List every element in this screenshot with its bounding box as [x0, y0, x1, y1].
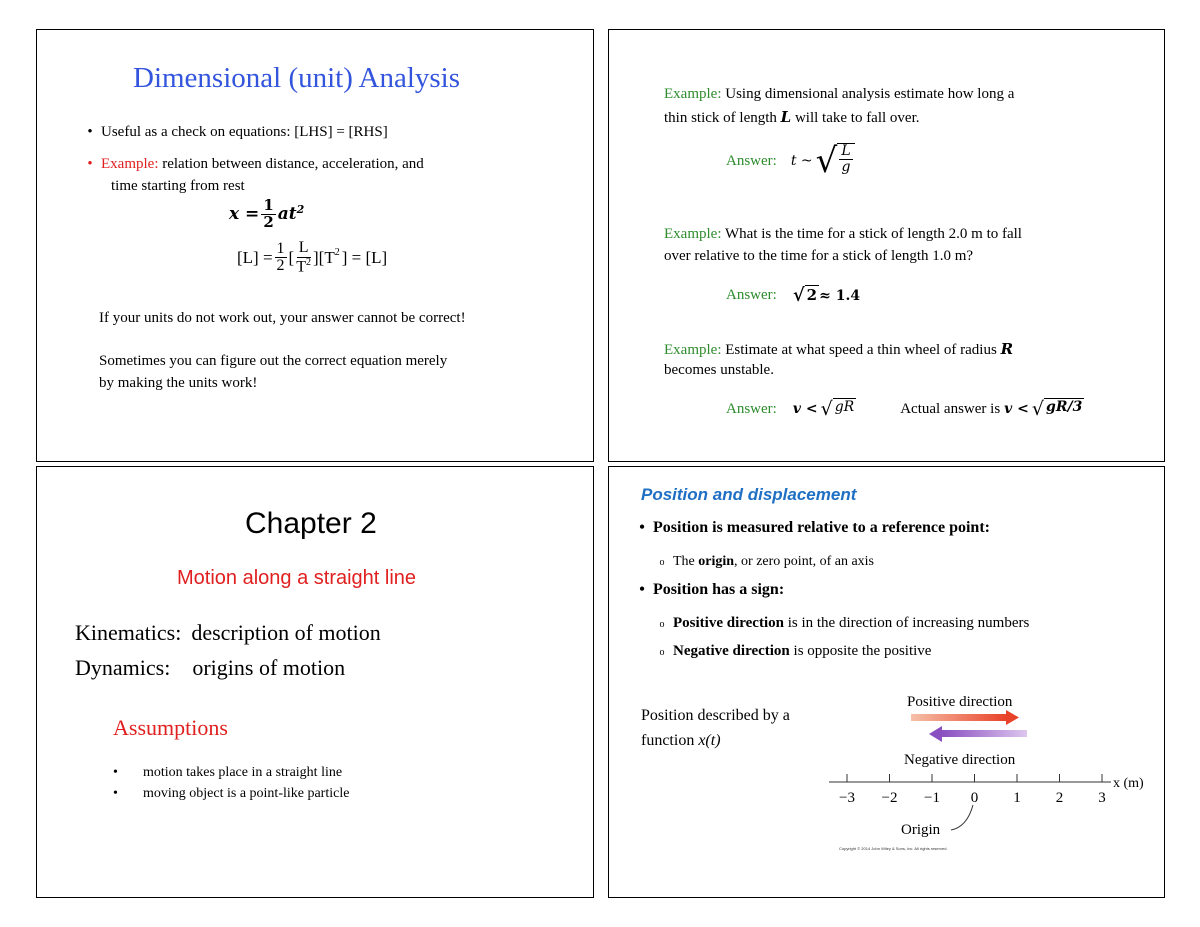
example-text: What is the time for a stick of length 2.0 m to fall [721, 226, 1022, 242]
chapter-title: Chapter 2 [245, 507, 377, 540]
example1-line2 [664, 108, 920, 127]
example2-line2: over relative to the time for a stick of length 1.0 m? [664, 248, 974, 264]
number-line-figure [829, 687, 1159, 857]
desc-text: function [641, 732, 699, 749]
sqrt-L-over-g [816, 139, 855, 183]
chapter-subtitle: Motion along a straight line [177, 567, 417, 589]
frac-L-g [839, 144, 852, 174]
approx-value: ≈ 1.4 [819, 287, 861, 304]
example-text: thin stick of length [664, 110, 781, 126]
bullet-text: Position is measured relative to a reference point: [653, 519, 990, 536]
sqrt-content [837, 143, 854, 183]
eq-rhs: at [277, 204, 297, 225]
bullet-text: Position has a sign: [653, 581, 785, 598]
sub-bullet-origin [659, 554, 874, 570]
example3 [664, 340, 1013, 359]
units-warning: If your units do not work out, your answer cannot be correct! [99, 310, 466, 326]
example2 [664, 226, 1022, 243]
bullet-marker: • [639, 581, 645, 598]
equation-dimensions [237, 240, 387, 276]
frac-num: L [841, 143, 851, 159]
positive-arrow [911, 710, 1019, 725]
sub-text-bold: Positive direction [673, 615, 784, 631]
bullet-reference-point [639, 519, 990, 537]
var-L: L [780, 108, 792, 126]
example-text: Estimate at what speed a thin wheel of radius [721, 342, 1001, 358]
axis-tick-label: −2 [881, 790, 898, 806]
negative-arrow [929, 726, 1027, 742]
answer-t: t ~ [790, 153, 813, 169]
answer-label: Answer: [726, 400, 777, 417]
sub-bullet-marker: o [659, 619, 665, 630]
axis-tick-label: 3 [1098, 790, 1106, 806]
slide-position-displacement [608, 466, 1165, 898]
kinematics-line [75, 620, 381, 646]
example3-line2: becomes unstable. [664, 362, 774, 378]
origin-pointer [951, 805, 973, 830]
sub-text-end: is in the direction of increasing numbers [783, 615, 1030, 631]
eq-fraction [261, 198, 275, 231]
position-desc-line1: Position described by a [641, 707, 790, 724]
dynamics-line [75, 655, 345, 681]
example-label: Example: [664, 86, 722, 102]
assumption-item [113, 786, 349, 802]
radical-sign: √ [815, 141, 838, 181]
units-tip-line2: by making the units work! [99, 375, 258, 391]
eq2-inner-den-exp: 2 [306, 256, 311, 268]
slide-chapter2 [36, 466, 594, 898]
dynamics-text: origins of motion [192, 655, 346, 680]
assumption-text: moving object is a point-like particle [143, 786, 350, 801]
eq2-lhs: [L] = [237, 247, 273, 267]
sub-bullet-marker: o [659, 647, 665, 658]
eq2-rest: ][T [313, 247, 335, 267]
sub-bullet-positive [659, 615, 1029, 632]
example-text: Using dimensional analysis estimate how long a [721, 86, 1015, 102]
actual-v: v < [1004, 401, 1029, 417]
slide-dimensional-analysis [36, 29, 594, 462]
kinematics-label: Kinematics: [75, 620, 182, 645]
assumption-item [113, 765, 342, 781]
bullet-marker: • [113, 786, 118, 801]
sqrt-content: gR [833, 398, 857, 420]
answer1 [726, 139, 855, 183]
axis-tick-label: 0 [970, 790, 979, 806]
equation-kinematic [229, 198, 304, 231]
eq2-inner-fraction [294, 240, 313, 276]
sqrt-content: gR/3 [1044, 398, 1084, 420]
bullet-useful [87, 124, 388, 141]
bullet-example-cont: time starting from rest [111, 178, 245, 194]
bullet-marker: • [87, 124, 93, 140]
sub-text: The [673, 554, 699, 569]
axis-tick-label: −3 [839, 790, 855, 806]
eq2-bracket: [ [288, 247, 295, 267]
eq2-fraction [275, 241, 287, 276]
slide-title: Dimensional (unit) Analysis [133, 62, 461, 94]
answer2 [726, 285, 860, 306]
bullet-text: Useful as a check on equations: [LHS] = [RHS] [101, 124, 388, 140]
sub-text-bold: Negative direction [673, 643, 790, 659]
answer-label: Answer: [726, 152, 777, 169]
sub-text-end: , or zero point, of an axis [734, 554, 875, 569]
axis-tick-label: −1 [924, 790, 940, 806]
eq-frac-den: 2 [263, 212, 274, 231]
eq2-inner-num: L [298, 239, 309, 256]
sub-text-bold: origin [698, 554, 735, 569]
kinematics-text: description of motion [191, 620, 381, 645]
origin-label: Origin [901, 822, 941, 838]
bullet-sign [639, 581, 784, 599]
bullet-example [87, 156, 424, 173]
slide-title: Position and displacement [641, 485, 857, 504]
eq-exp: 2 [296, 202, 305, 216]
var-R: R [1000, 340, 1014, 358]
sqrt-content: 2 [806, 286, 818, 304]
eq2-inner-den [294, 258, 313, 276]
eq2-end: ] = [L] [341, 247, 388, 267]
frac-den: g [841, 158, 851, 175]
function-notation: x(t) [698, 732, 721, 749]
sub-bullet-marker: o [659, 557, 665, 568]
answer3 [726, 398, 1084, 420]
slide-examples [608, 29, 1165, 462]
radical-sign: √ [792, 285, 805, 306]
eq-lhs: x = [229, 204, 260, 225]
sqrt-2 [793, 285, 819, 306]
answer-v: v < [792, 401, 818, 417]
example1 [664, 86, 1014, 103]
example-label: Example: [664, 226, 722, 242]
answer-label: Answer: [726, 287, 777, 303]
axis-tick-label: 2 [1055, 790, 1064, 806]
example-text-end: will take to fall over. [791, 110, 920, 126]
units-tip-line1: Sometimes you can figure out the correct equation merely [99, 353, 448, 369]
position-desc-line2 [641, 732, 721, 750]
eq-frac-num: 1 [263, 196, 274, 214]
eq2-frac-num: 1 [276, 239, 285, 257]
radical-sign: √ [1031, 398, 1045, 420]
axis-tick-label: 1 [1013, 790, 1021, 806]
sub-bullet-negative [659, 643, 931, 660]
positive-direction-label: Positive direction [907, 694, 1013, 710]
assumptions-heading: Assumptions [113, 715, 228, 740]
dynamics-label: Dynamics: [75, 655, 171, 680]
sqrt-gR-3 [1032, 398, 1084, 420]
bullet-marker: • [639, 519, 645, 536]
actual-answer-label: Actual answer is [900, 400, 1001, 417]
axis-label: x (m) [1113, 776, 1144, 791]
eq2-rest-exp: 2 [334, 247, 340, 259]
example-label: Example: [101, 156, 159, 172]
radical-sign: √ [820, 398, 833, 420]
assumption-text: motion takes place in a straight line [143, 765, 343, 780]
bullet-marker: • [87, 156, 93, 172]
example-label: Example: [664, 342, 722, 358]
bullet-text: relation between distance, acceleration, and [158, 156, 424, 172]
sub-text-end: is opposite the positive [789, 643, 932, 659]
eq2-frac-den: 2 [276, 257, 285, 275]
eq2-inner-den-base: T [296, 258, 306, 276]
axis-ticks [839, 774, 1106, 806]
bullet-marker: • [113, 765, 118, 780]
sqrt-gR [821, 398, 857, 420]
negative-direction-label: Negative direction [904, 752, 1016, 768]
figure-copyright: Copyright © 2014 John Wiley & Sons, Inc. All rights reserved. [839, 846, 948, 851]
